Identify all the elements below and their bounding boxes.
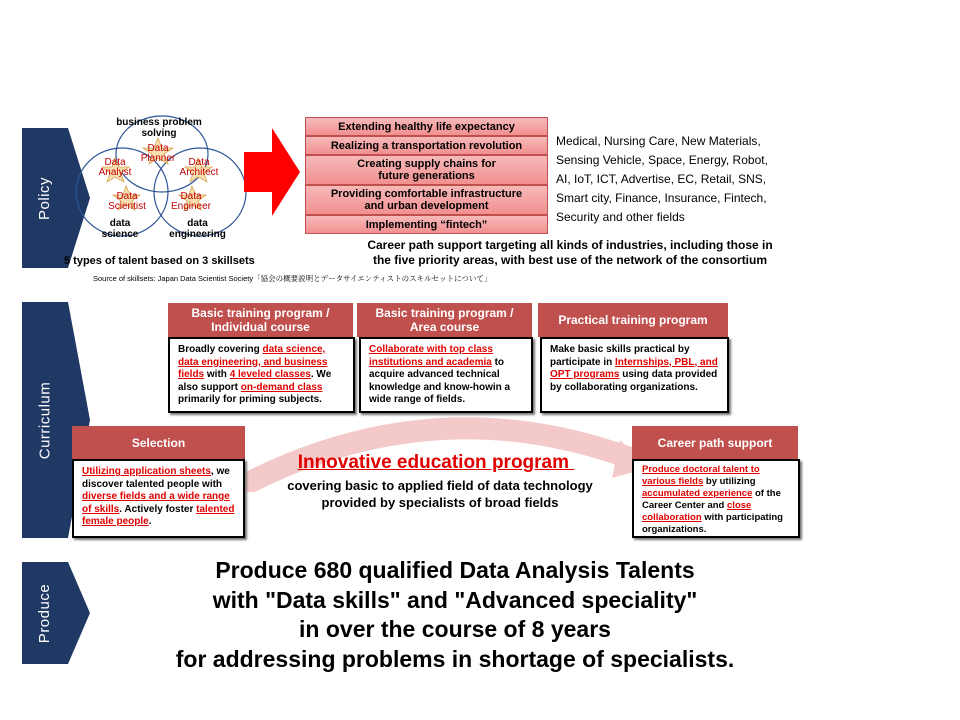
star-label-engineer: Data Engineer (170, 191, 212, 212)
venn-caption: 5 types of talent based on 3 skillsets (64, 255, 255, 267)
basic-individual-r2: 4 leveled classes (229, 369, 311, 380)
basic-individual-t3: . We also support (178, 369, 332, 393)
practical-r1: Internships, PBL, and OPT programs (550, 356, 718, 380)
produce-band-arrow (22, 562, 90, 664)
priority-health: Extending healthy life expectancy (305, 117, 548, 136)
skillset-source: Source of skillsets: Japan Data Scientist Society「協会の概要説明とデータサイエンティストのスキルセットについて」 (93, 274, 492, 283)
venn-label-business: business problem solving (116, 117, 202, 139)
curriculum-label: Curriculum (36, 381, 54, 459)
selection-r1: Utilizing application sheets (82, 466, 211, 477)
career-box (632, 459, 800, 538)
career-header: Career path support (632, 426, 798, 460)
career-support-text: Career path support targeting all kinds of industries, including those in the five priority areas, with best use of the network of the consortium (367, 238, 773, 267)
selection-box (72, 459, 245, 538)
innovative-subtitle: covering basic to applied field of data technology provided by specialists of broad fields (287, 478, 593, 510)
basic-individual-r3: on-demand class (240, 381, 323, 393)
selection-header: Selection (72, 426, 245, 460)
priority-fintech: Implementing “fintech” (305, 215, 548, 234)
basic-individual-t4: primarily for priming subjects. (178, 394, 322, 405)
selection-t2: . Actively foster (119, 503, 197, 515)
selection-r2: diverse fields and a wide range of skills (82, 491, 230, 515)
basic-area-t1: to acquire advanced technical knowledge and know-howin a wide range of fields. (369, 356, 511, 405)
star-label-architect: Data Architect (179, 157, 219, 178)
star-label-scientist: Data Scientist (108, 191, 146, 212)
basic-individual-r1: data science, data engineering, and business fields (178, 344, 328, 380)
practical-t1: Make basic skills practical by participate in (550, 344, 690, 368)
star-label-analyst: Data Analyst (98, 157, 132, 178)
selection-r3: talented female people (82, 503, 235, 527)
career-t3: with participating organizations. (642, 512, 783, 535)
basic-area-header: Basic training program / Area course (357, 303, 532, 337)
career-r3: close collaboration (642, 500, 752, 523)
career-t2: of the Career Center and (642, 488, 781, 511)
priority-fields-text: Medical, Nursing Care, New Materials, Sensing Vehicle, Space, Energy, Robot, AI, IoT, ICT, Advertise, EC, Retail, SNS, Smart city, Finance, Insurance, Fintech, Security and other fields (556, 134, 768, 224)
produce-label: Produce (36, 583, 54, 643)
star-label-planner: Data Planner (140, 143, 176, 164)
practical-box (540, 337, 729, 413)
produce-statement: Produce 680 qualified Data Analysis Talents with "Data skills" and "Advanced speciality" in over the course of 8 years for addressing problems in shortage of specialists. (175, 557, 735, 672)
selection-t3: . (148, 516, 152, 527)
priority-infrastructure: Providing comfortable infrastructure and urban development (305, 185, 548, 215)
practical-t2: using data provided by collaborating organizations. (550, 369, 718, 393)
right-arrow-icon (244, 128, 300, 216)
career-r2: accumulated experience (642, 488, 753, 499)
policy-label: Policy (36, 176, 54, 220)
basic-area-r1: Collaborate with top class institutions and academia (369, 344, 493, 368)
career-r1: Produce doctoral talent to various fields (642, 464, 760, 487)
basic-individual-box (168, 337, 355, 413)
venn-label-science: data science (101, 218, 139, 240)
basic-individual-header: Basic training program / Individual course (168, 303, 353, 337)
basic-individual-t2: with (204, 369, 230, 380)
venn-label-engineering: data engineering (169, 218, 226, 240)
career-t1: by utilizing (703, 476, 756, 487)
innovative-title: Innovative education program (297, 452, 575, 473)
priority-supply-chains: Creating supply chains for future generations (305, 155, 548, 185)
basic-individual-t1: Broadly covering (178, 344, 263, 355)
selection-t1: , we discover talented people with (82, 466, 230, 490)
priority-transportation: Realizing a transportation revolution (305, 136, 548, 155)
basic-area-box (359, 337, 533, 413)
practical-header: Practical training program (538, 303, 728, 337)
